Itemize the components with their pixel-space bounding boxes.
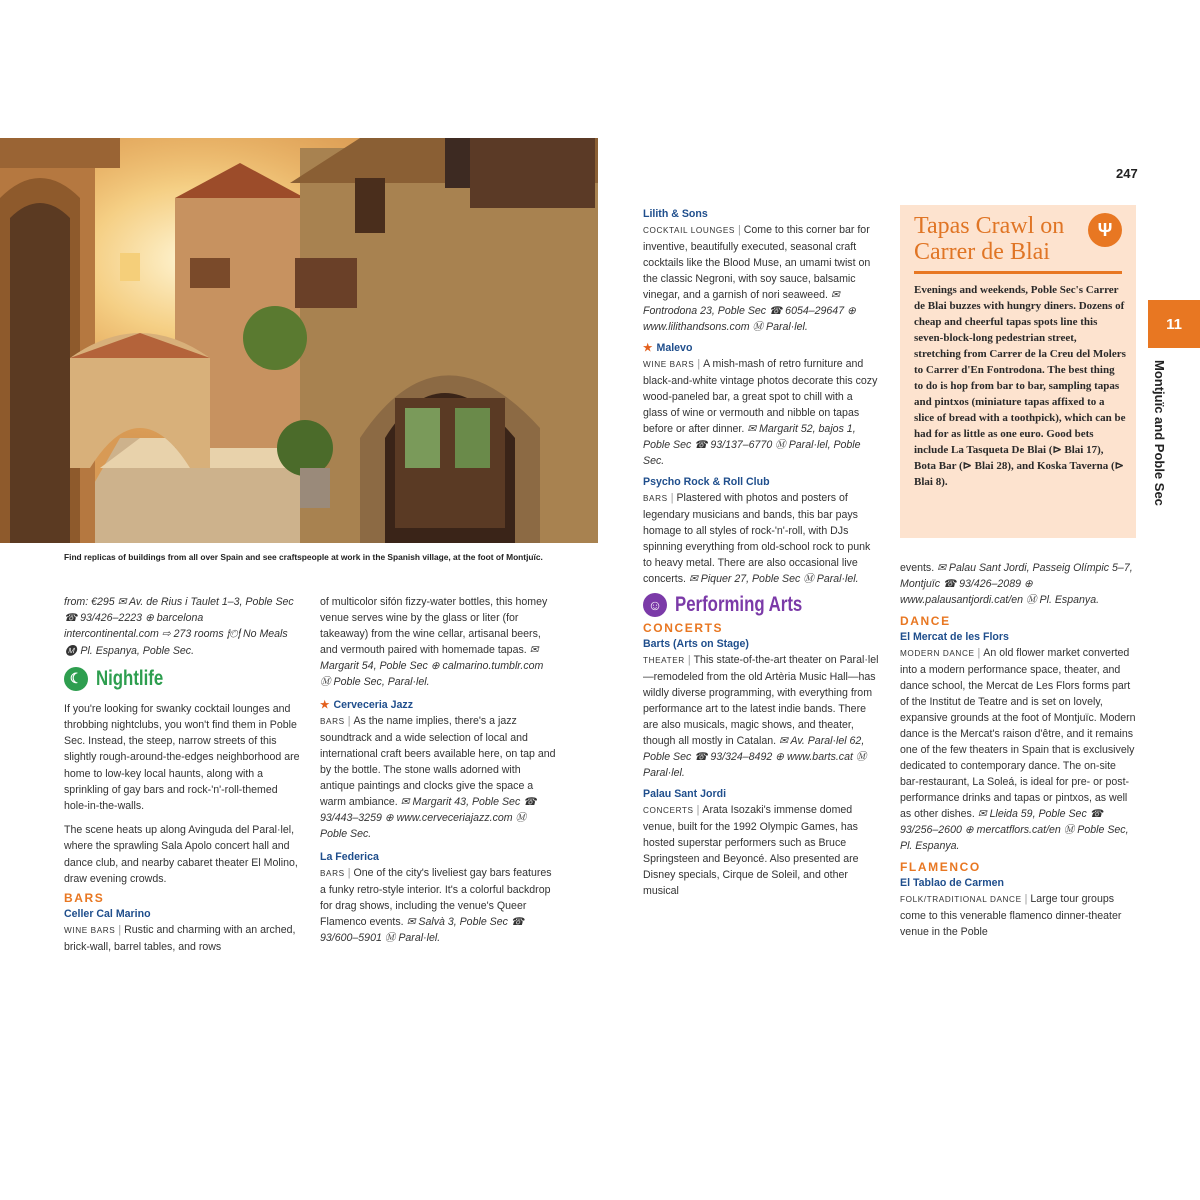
photo-caption: Find replicas of buildings from all over Spain and see craftspeople at work in the Spanish village, at the foot of Montjuïc.: [64, 552, 543, 562]
chapter-tab: 11: [1148, 300, 1200, 348]
separator: |: [737, 224, 741, 236]
village-illustration: [0, 138, 598, 543]
column-3: [643, 207, 879, 905]
village-photo: [0, 138, 598, 543]
entry-text: A mish-mash of retro furniture and black-and-white vintage photos decorate this cozy wood-paneled bar, a great spot to chill with a glass of wine or vermouth and nibble on tapas before or after dinner.: [643, 358, 878, 435]
nightlife-paragraph-1: If you're looking for swanky cocktail lounges and throbbing nightclubs, you won't find them in Poble Sec. Instead, the steep, narrow streets of this slightly rough-around-the-edges neighborhood are home to low-key local haunts, along with a sprinkling of gay bars and rock-'n'-roll-themed hole-in-the-walls.: [64, 702, 300, 813]
entry-name: Malevo: [656, 342, 693, 354]
entry-body: [643, 222, 879, 335]
entry-name: Lilith & Sons: [643, 208, 708, 220]
concerts-heading: CONCERTS: [643, 621, 724, 635]
separator: |: [977, 647, 981, 659]
performing-arts-title: Performing Arts: [675, 593, 803, 616]
entry-body: [320, 865, 556, 946]
entry-palau-sant-jordi-continued: [900, 560, 1136, 608]
entry-body: [900, 645, 1136, 854]
entry-info: ✉ Fontrodona 23, Poble Sec ☎ 6054–29647 ⊕ www.lilithandsons.com Ⓜ Paral·lel.: [643, 289, 856, 333]
chapter-label: [1152, 360, 1174, 540]
entry-type: WINE BARS: [64, 926, 116, 936]
entry-body: [900, 891, 1136, 940]
entry-info: ✉ Margarit 54, Poble Sec ⊕ calmarino.tumblr.com Ⓜ Poble Sec, Paral·lel.: [320, 644, 544, 688]
entry-celler-cal-marino: [64, 907, 300, 955]
entry-psycho-rock-roll-club: [643, 475, 879, 587]
entry-celler-cal-marino-continued: [320, 594, 556, 690]
entry-text: Large tour groups come to this venerable flamenco dinner-theater venue in the Poble: [900, 893, 1122, 938]
flamenco-heading: FLAMENCO: [900, 860, 981, 874]
sidebar-text: Evenings and weekends, Poble Sec's Carrer de Blai buzzes with hungry diners. Dozens of cheap and cheerful tapas spots line this seven-block-long pedestrian street, stretching from Carrer de la Creu del Molers to Carrer d'En Fontrodona. The best thing to do is hop from bar to bar, sampling tapas and pintxos (miniature tapas affixed to a slice of bread with a toothpick), which can be had for as little as one euro. Good bets include La Tasqueta De Blai (⊳ Blai 17), Bota Bar (⊳ Blai 28), and Koska Taverna (⊳ Blai 8).: [914, 284, 1126, 488]
entry-name: El Mercat de les Flors: [900, 631, 1009, 643]
entry-body: [643, 802, 879, 899]
entry-body: [64, 922, 300, 955]
separator: |: [670, 492, 674, 504]
entry-type: BARS: [643, 494, 668, 503]
column-2: [320, 594, 556, 952]
page-number: 247: [1116, 166, 1138, 181]
entry-text: events.: [900, 562, 935, 574]
entry-el-tablao-de-carmen: [900, 876, 1136, 940]
entry-info: ✉ Margarit 43, Poble Sec ☎ 93/443–3259 ⊕ www.cerveceriajazz.com Ⓜ Poble Sec.: [320, 796, 537, 840]
entry-text: This state-of-the-art theater on Paral·lel—remodeled from the old Artèria Music Hall—has wildly diverse programming, with everything from performance art to the latest indie bands. There are also musicals, magic shows, and theater, though all mostly in Catalan.: [643, 654, 879, 747]
entry-name: Celler Cal Marino: [64, 908, 151, 921]
entry-text: An old flower market converted into a modern performance space, theater, and dance school, the Mercat de Les Flors forms part of the Institut de Teatre and is set on lovely, expansive grounds at the foot of Montjuïc. Modern dance is the Mercat's raison d'être, and it remains one of the few theaters in Spain that is exclusively dedicated to contemporary dance. The on-site bar-restaurant, La Soleá, is ideal for pre- or post-performance drinks and tapas or pintxos, as well as other dishes.: [900, 647, 1136, 820]
nightlife-heading: [64, 667, 300, 691]
bars-heading: BARS: [64, 891, 105, 906]
sidebar-title: Tapas Crawl on Carrer de Blai: [914, 213, 1065, 265]
separator: |: [347, 715, 351, 727]
entry-type: MODERN DANCE: [900, 649, 975, 658]
entry-type: THEATER: [643, 656, 685, 665]
entry-body: [643, 490, 879, 587]
entry-type: FOLK/TRADITIONAL DANCE: [900, 895, 1022, 904]
entry-barts: [643, 637, 879, 781]
entry-el-mercat-de-les-flors: [900, 630, 1136, 854]
entry-text: Rustic and charming with an arched, brick-wall, barrel tables, and rows: [64, 924, 296, 954]
entry-text: Arata Isozaki's immense domed venue, built for the 1992 Olympic Games, has hosted superstar performers such as Bruce Springsteen and Beyoncé. Also presented are Disney specials, Cirque de Soleil, and other musical: [643, 804, 859, 897]
separator: |: [347, 867, 351, 879]
nightlife-icon: ☾: [64, 667, 88, 691]
entry-lilith-and-sons: [643, 207, 879, 335]
entry-info: ✉ Lleida 59, Poble Sec ☎ 93/256–2600 ⊕ mercatflors.cat/en Ⓜ Poble Sec, Pl. Espanya.: [900, 808, 1129, 852]
entry-name: Palau Sant Jordi: [643, 788, 727, 800]
nightlife-paragraph-2: The scene heats up along Avinguda del Paral·lel, where the sprawling Sala Apolo concert hall and dance club, and nearby cabaret theater El Molino, draw evening crowds.: [64, 824, 298, 885]
column-1: [64, 594, 300, 961]
entry-info: ✉ Salvà 3, Poble Sec ☎ 93/600–5901 Ⓜ Paral·lel.: [320, 916, 525, 944]
entry-text: Plastered with photos and posters of legendary musicians and bands, this bar pays homage to all styles of rock-'n'-roll, with DJs spinning everything from old-school rock to punk to heavy metal. There are also occasional live concerts.: [643, 492, 871, 585]
entry-info: ✉ Margarit 52, bajos 1, Poble Sec ☎ 93/137–6770 Ⓜ Paral·lel, Poble Sec.: [643, 423, 861, 467]
dance-heading: DANCE: [900, 614, 951, 628]
performing-arts-icon: ☺: [643, 593, 667, 617]
entry-info: ✉ Av. Paral·lel 62, Poble Sec ☎ 93/324–8492 ⊕ www.barts.cat Ⓜ Paral·lel.: [643, 735, 867, 779]
entry-name-wrap: [320, 698, 556, 713]
star-icon: ★: [320, 699, 330, 711]
entry-text: Come to this corner bar for inventive, beautifully executed, seasonal craft cocktails like the Blood Muse, an umami twist on the classic Negroni, with soy sauce, balsamic vinegar, and a garnish of nori seaweed.: [643, 224, 871, 301]
entry-text: of multicolor sifón fizzy-water bottles, this homey venue serves wine by the glass or liter (for takeaway) from the wine cellar, artisanal beers, and vermouth paired with homemade tapas.: [320, 596, 548, 656]
entry-name: La Federica: [320, 851, 379, 863]
hotel-info-continued: from: €295 ✉ Av. de Rius i Taulet 1–3, Poble Sec ☎ 93/426–2223 ⊕ barcelona intercontinental.com ⇨ 273 rooms 🍽 No Meals Ⓜ Pl. Espanya, Poble Sec.: [64, 596, 294, 657]
entry-type: BARS: [320, 869, 345, 878]
entry-text: As the name implies, there's a jazz soundtrack and a wide selection of local and international craft beers available here, on tap and by the bottle. The stone walls adorned with antique paintings and clocks give the space a warm ambiance.: [320, 715, 556, 808]
entry-malevo: [643, 341, 879, 469]
entry-type: WINE BARS: [643, 360, 695, 369]
separator: |: [697, 358, 701, 370]
column-4: [900, 560, 1136, 946]
separator: |: [696, 804, 700, 816]
entry-type: BARS: [320, 717, 345, 726]
entry-text: One of the city's liveliest gay bars features a funky retro-style interior. It's a colorful backdrop for drag shows, including the venue's Queer Flamenco events.: [320, 867, 552, 928]
entry-body: [320, 713, 556, 842]
entry-body: [643, 652, 879, 781]
entry-name: Cerveceria Jazz: [333, 699, 414, 711]
chapter-label-text: Montjuïc and Poble Sec: [1152, 360, 1167, 506]
sidebar-divider: [914, 271, 1122, 274]
entry-name: Psycho Rock & Roll Club: [643, 476, 770, 488]
nightlife-title: Nightlife: [96, 666, 164, 690]
fork-knife-icon: Ψ: [1088, 213, 1122, 247]
entry-palau-sant-jordi: [643, 787, 879, 899]
separator: |: [118, 924, 122, 937]
entry-name: El Tablao de Carmen: [900, 877, 1005, 889]
entry-info: ✉ Piquer 27, Poble Sec Ⓜ Paral·lel.: [688, 573, 859, 585]
separator: |: [1024, 893, 1028, 905]
entry-body: [643, 356, 879, 469]
tapas-crawl-sidebar: [900, 205, 1136, 538]
entry-body: [320, 594, 556, 690]
separator: |: [687, 654, 691, 666]
entry-name-wrap: [643, 341, 879, 356]
entry-body: [900, 560, 1136, 608]
performing-arts-heading: [643, 593, 879, 617]
entry-cerveceria-jazz: [320, 698, 556, 842]
star-icon: ★: [643, 342, 653, 354]
entry-type: CONCERTS: [643, 806, 694, 815]
entry-name: Barts (Arts on Stage): [643, 638, 749, 650]
entry-info: ✉ Palau Sant Jordi, Passeig Olímpic 5–7, Montjuïc ☎ 93/426–2089 ⊕ www.palausantjordi.cat/en Ⓜ Pl. Espanya.: [900, 562, 1133, 606]
entry-type: COCKTAIL LOUNGES: [643, 226, 735, 235]
entry-la-federica: [320, 850, 556, 946]
